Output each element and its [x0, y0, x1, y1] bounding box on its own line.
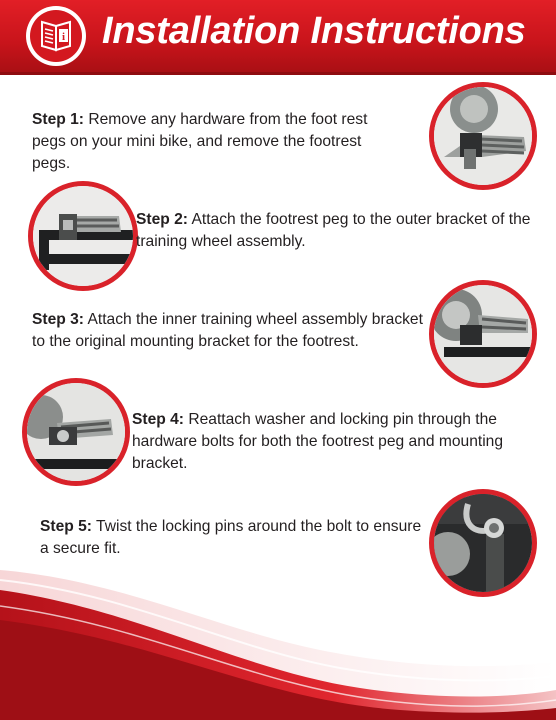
info-manual-icon	[26, 6, 86, 66]
step-3-body: Attach the inner training wheel assembly bracket to the original mounting bracket for the footrest.	[32, 311, 423, 350]
step-3-text	[32, 309, 427, 353]
header-divider	[0, 72, 556, 75]
page-title: Installation Instructions	[102, 10, 526, 52]
step-4-body: Reattach washer and locking pin through the hardware bolts for both the footrest peg and mounting bracket.	[132, 411, 504, 472]
step-3-label: Step 3:	[32, 311, 84, 328]
step-4-text	[132, 409, 532, 475]
step-5-body: Twist the locking pins around the bolt to ensure a secure fit.	[40, 518, 422, 557]
step-1-label: Step 1:	[32, 111, 84, 128]
step-2-body: Attach the footrest peg to the outer bracket of the training wheel assembly.	[136, 211, 531, 250]
step-1-photo	[429, 82, 537, 190]
step-2-label: Step 2:	[136, 211, 188, 228]
step-1-text	[32, 109, 402, 175]
step-4-label: Step 4:	[132, 411, 184, 428]
step-5-photo	[429, 489, 537, 597]
step-2-photo	[28, 181, 138, 291]
step-4-photo	[22, 378, 130, 486]
step-2-text	[136, 209, 536, 253]
step-3-photo	[429, 280, 537, 388]
step-1-body: Remove any hardware from the foot rest pegs on your mini bike, and remove the footrest pegs.	[32, 111, 368, 172]
svg-text:i: i	[61, 31, 66, 43]
step-5-label: Step 5:	[40, 518, 92, 535]
